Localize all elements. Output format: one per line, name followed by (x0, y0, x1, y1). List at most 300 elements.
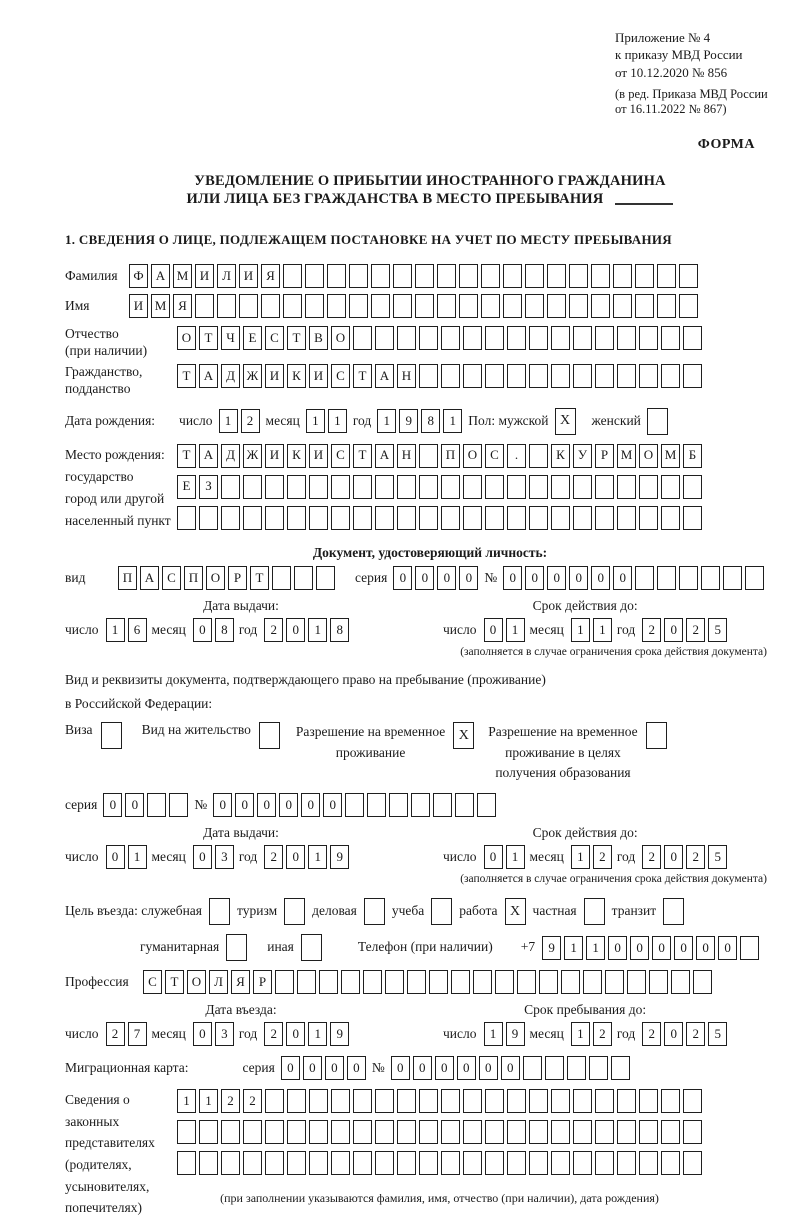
char-cell[interactable] (331, 1089, 350, 1113)
char-cell[interactable]: 1 (306, 409, 325, 433)
char-cell[interactable] (649, 970, 668, 994)
char-cell[interactable] (441, 364, 460, 388)
char-cell[interactable]: 5 (708, 845, 727, 869)
char-cell[interactable]: 2 (593, 1022, 612, 1046)
char-cell[interactable] (239, 294, 258, 318)
char-cell[interactable] (523, 1056, 542, 1080)
char-cell[interactable]: С (143, 970, 162, 994)
sex-female-checkbox[interactable] (647, 408, 668, 435)
char-cell[interactable] (617, 1151, 636, 1175)
char-cell[interactable] (595, 1151, 614, 1175)
char-cell[interactable]: Т (177, 364, 196, 388)
char-cell[interactable] (429, 970, 448, 994)
char-cell[interactable] (507, 506, 526, 530)
char-cell[interactable] (353, 1089, 372, 1113)
char-cell[interactable]: П (441, 444, 460, 468)
char-cell[interactable]: 0 (325, 1056, 344, 1080)
char-cell[interactable] (441, 1151, 460, 1175)
char-cell[interactable] (635, 294, 654, 318)
char-cell[interactable] (415, 294, 434, 318)
char-cell[interactable]: Ж (243, 444, 262, 468)
char-cell[interactable]: 2 (264, 618, 283, 642)
char-cell[interactable]: 1 (586, 936, 605, 960)
char-cell[interactable] (529, 444, 548, 468)
char-cell[interactable]: Т (353, 364, 372, 388)
char-cell[interactable]: 0 (664, 845, 683, 869)
char-cell[interactable]: 2 (686, 845, 705, 869)
char-cell[interactable] (639, 506, 658, 530)
char-cell[interactable] (569, 294, 588, 318)
char-cell[interactable]: М (617, 444, 636, 468)
char-cell[interactable]: 0 (479, 1056, 498, 1080)
char-cell[interactable]: 1 (571, 845, 590, 869)
char-cell[interactable] (481, 264, 500, 288)
char-cell[interactable] (517, 970, 536, 994)
char-cell[interactable]: А (375, 444, 394, 468)
char-cell[interactable] (221, 1151, 240, 1175)
char-cell[interactable] (723, 566, 742, 590)
char-cell[interactable] (305, 264, 324, 288)
char-cell[interactable]: 2 (593, 845, 612, 869)
char-cell[interactable] (683, 1151, 702, 1175)
char-cell[interactable]: 0 (286, 618, 305, 642)
char-cell[interactable]: 1 (377, 409, 396, 433)
char-cell[interactable] (419, 1151, 438, 1175)
char-cell[interactable]: 0 (696, 936, 715, 960)
char-cell[interactable] (529, 475, 548, 499)
char-cell[interactable] (635, 264, 654, 288)
char-cell[interactable] (451, 970, 470, 994)
char-cell[interactable]: З (199, 475, 218, 499)
char-cell[interactable] (261, 294, 280, 318)
char-cell[interactable] (573, 506, 592, 530)
char-cell[interactable] (243, 506, 262, 530)
char-cell[interactable]: 1 (219, 409, 238, 433)
char-cell[interactable] (671, 970, 690, 994)
char-cell[interactable]: 0 (525, 566, 544, 590)
char-cell[interactable] (507, 364, 526, 388)
char-cell[interactable] (481, 294, 500, 318)
char-cell[interactable] (287, 1151, 306, 1175)
char-cell[interactable]: 2 (264, 1022, 283, 1046)
char-cell[interactable] (551, 364, 570, 388)
char-cell[interactable]: Я (261, 264, 280, 288)
char-cell[interactable] (683, 326, 702, 350)
char-cell[interactable] (463, 1089, 482, 1113)
char-cell[interactable] (683, 506, 702, 530)
char-cell[interactable] (305, 294, 324, 318)
char-cell[interactable]: Ж (243, 364, 262, 388)
char-cell[interactable] (353, 475, 372, 499)
char-cell[interactable]: Е (243, 326, 262, 350)
char-cell[interactable]: И (195, 264, 214, 288)
char-cell[interactable] (595, 475, 614, 499)
char-cell[interactable]: 1 (308, 618, 327, 642)
char-cell[interactable] (353, 326, 372, 350)
char-cell[interactable]: 0 (103, 793, 122, 817)
char-cell[interactable] (349, 294, 368, 318)
char-cell[interactable]: 2 (221, 1089, 240, 1113)
char-cell[interactable] (407, 970, 426, 994)
char-cell[interactable] (745, 566, 764, 590)
char-cell[interactable]: Т (199, 326, 218, 350)
char-cell[interactable] (419, 364, 438, 388)
char-cell[interactable]: 0 (347, 1056, 366, 1080)
char-cell[interactable]: 0 (613, 566, 632, 590)
char-cell[interactable]: 2 (642, 618, 661, 642)
char-cell[interactable] (683, 1120, 702, 1144)
char-cell[interactable]: 0 (569, 566, 588, 590)
char-cell[interactable] (573, 326, 592, 350)
char-cell[interactable]: 1 (571, 618, 590, 642)
char-cell[interactable] (683, 475, 702, 499)
char-cell[interactable]: 0 (630, 936, 649, 960)
char-cell[interactable] (455, 793, 474, 817)
char-cell[interactable] (415, 264, 434, 288)
char-cell[interactable] (525, 294, 544, 318)
char-cell[interactable] (169, 793, 188, 817)
char-cell[interactable]: О (177, 326, 196, 350)
purpose-study-checkbox[interactable] (431, 898, 452, 925)
char-cell[interactable]: 0 (286, 1022, 305, 1046)
char-cell[interactable]: 0 (391, 1056, 410, 1080)
char-cell[interactable] (463, 326, 482, 350)
char-cell[interactable] (411, 793, 430, 817)
char-cell[interactable]: И (309, 364, 328, 388)
char-cell[interactable] (573, 1120, 592, 1144)
char-cell[interactable]: 0 (415, 566, 434, 590)
char-cell[interactable]: 8 (215, 618, 234, 642)
char-cell[interactable]: 2 (642, 1022, 661, 1046)
char-cell[interactable]: А (199, 364, 218, 388)
char-cell[interactable] (679, 566, 698, 590)
char-cell[interactable]: 1 (593, 618, 612, 642)
char-cell[interactable]: 0 (393, 566, 412, 590)
char-cell[interactable] (551, 1120, 570, 1144)
char-cell[interactable] (657, 294, 676, 318)
char-cell[interactable] (529, 506, 548, 530)
char-cell[interactable] (419, 326, 438, 350)
purpose-private-checkbox[interactable] (584, 898, 605, 925)
char-cell[interactable] (389, 793, 408, 817)
char-cell[interactable] (591, 294, 610, 318)
char-cell[interactable] (547, 264, 566, 288)
char-cell[interactable] (595, 364, 614, 388)
char-cell[interactable] (294, 566, 313, 590)
char-cell[interactable] (529, 1120, 548, 1144)
char-cell[interactable] (221, 475, 240, 499)
char-cell[interactable] (661, 1151, 680, 1175)
char-cell[interactable] (177, 1151, 196, 1175)
char-cell[interactable] (485, 1089, 504, 1113)
char-cell[interactable] (503, 264, 522, 288)
char-cell[interactable] (551, 1151, 570, 1175)
char-cell[interactable]: У (573, 444, 592, 468)
char-cell[interactable]: 6 (128, 618, 147, 642)
char-cell[interactable] (371, 294, 390, 318)
char-cell[interactable]: М (661, 444, 680, 468)
char-cell[interactable]: Т (287, 326, 306, 350)
char-cell[interactable] (589, 1056, 608, 1080)
char-cell[interactable] (529, 1089, 548, 1113)
char-cell[interactable]: . (507, 444, 526, 468)
char-cell[interactable] (353, 1151, 372, 1175)
char-cell[interactable] (639, 1120, 658, 1144)
char-cell[interactable] (561, 970, 580, 994)
char-cell[interactable]: Т (165, 970, 184, 994)
char-cell[interactable] (327, 264, 346, 288)
char-cell[interactable] (265, 506, 284, 530)
char-cell[interactable] (591, 264, 610, 288)
char-cell[interactable] (529, 326, 548, 350)
char-cell[interactable]: 1 (564, 936, 583, 960)
char-cell[interactable] (397, 326, 416, 350)
char-cell[interactable]: 2 (642, 845, 661, 869)
char-cell[interactable] (495, 970, 514, 994)
char-cell[interactable]: И (239, 264, 258, 288)
char-cell[interactable] (265, 1120, 284, 1144)
char-cell[interactable] (551, 1089, 570, 1113)
char-cell[interactable] (177, 1120, 196, 1144)
char-cell[interactable] (573, 1089, 592, 1113)
char-cell[interactable]: С (485, 444, 504, 468)
char-cell[interactable] (397, 1151, 416, 1175)
char-cell[interactable]: 0 (213, 793, 232, 817)
char-cell[interactable] (419, 444, 438, 468)
char-cell[interactable]: 9 (506, 1022, 525, 1046)
char-cell[interactable]: 0 (484, 618, 503, 642)
char-cell[interactable] (375, 506, 394, 530)
char-cell[interactable]: И (309, 444, 328, 468)
char-cell[interactable] (485, 1151, 504, 1175)
char-cell[interactable] (657, 566, 676, 590)
char-cell[interactable] (433, 793, 452, 817)
char-cell[interactable] (309, 1089, 328, 1113)
char-cell[interactable] (419, 506, 438, 530)
char-cell[interactable] (627, 970, 646, 994)
char-cell[interactable]: 5 (708, 618, 727, 642)
char-cell[interactable] (316, 566, 335, 590)
char-cell[interactable]: В (309, 326, 328, 350)
char-cell[interactable] (639, 326, 658, 350)
char-cell[interactable]: 0 (503, 566, 522, 590)
char-cell[interactable] (639, 1151, 658, 1175)
char-cell[interactable] (367, 793, 386, 817)
char-cell[interactable] (617, 364, 636, 388)
char-cell[interactable]: К (551, 444, 570, 468)
char-cell[interactable]: 9 (399, 409, 418, 433)
char-cell[interactable]: Т (250, 566, 269, 590)
char-cell[interactable] (595, 506, 614, 530)
char-cell[interactable] (199, 1151, 218, 1175)
char-cell[interactable]: 3 (215, 1022, 234, 1046)
char-cell[interactable]: 0 (435, 1056, 454, 1080)
char-cell[interactable]: 8 (421, 409, 440, 433)
char-cell[interactable]: 5 (708, 1022, 727, 1046)
char-cell[interactable] (265, 1151, 284, 1175)
char-cell[interactable] (545, 1056, 564, 1080)
char-cell[interactable] (331, 1151, 350, 1175)
purpose-other-checkbox[interactable] (301, 934, 322, 961)
char-cell[interactable]: 0 (279, 793, 298, 817)
char-cell[interactable]: О (463, 444, 482, 468)
char-cell[interactable] (199, 1120, 218, 1144)
char-cell[interactable]: Р (253, 970, 272, 994)
char-cell[interactable]: Ч (221, 326, 240, 350)
char-cell[interactable]: Л (209, 970, 228, 994)
char-cell[interactable]: 1 (199, 1089, 218, 1113)
char-cell[interactable] (243, 1151, 262, 1175)
char-cell[interactable] (297, 970, 316, 994)
char-cell[interactable] (331, 1120, 350, 1144)
char-cell[interactable]: С (265, 326, 284, 350)
char-cell[interactable] (661, 506, 680, 530)
char-cell[interactable] (397, 475, 416, 499)
char-cell[interactable]: О (639, 444, 658, 468)
char-cell[interactable] (419, 1120, 438, 1144)
char-cell[interactable] (459, 294, 478, 318)
char-cell[interactable]: Я (173, 294, 192, 318)
purpose-humanitarian-checkbox[interactable] (226, 934, 247, 961)
char-cell[interactable]: 0 (718, 936, 737, 960)
char-cell[interactable] (529, 1151, 548, 1175)
char-cell[interactable] (243, 475, 262, 499)
char-cell[interactable] (397, 1089, 416, 1113)
char-cell[interactable] (199, 506, 218, 530)
char-cell[interactable] (309, 1120, 328, 1144)
char-cell[interactable]: 0 (257, 793, 276, 817)
char-cell[interactable] (661, 364, 680, 388)
char-cell[interactable]: Ф (129, 264, 148, 288)
char-cell[interactable] (441, 506, 460, 530)
char-cell[interactable] (613, 294, 632, 318)
char-cell[interactable] (177, 506, 196, 530)
char-cell[interactable]: Т (177, 444, 196, 468)
char-cell[interactable] (573, 475, 592, 499)
char-cell[interactable]: 8 (330, 618, 349, 642)
char-cell[interactable]: Н (397, 444, 416, 468)
char-cell[interactable]: 0 (235, 793, 254, 817)
visa-checkbox[interactable] (101, 722, 122, 749)
char-cell[interactable]: 1 (177, 1089, 196, 1113)
char-cell[interactable]: 1 (443, 409, 462, 433)
char-cell[interactable] (693, 970, 712, 994)
char-cell[interactable] (595, 326, 614, 350)
char-cell[interactable] (567, 1056, 586, 1080)
char-cell[interactable] (463, 1151, 482, 1175)
char-cell[interactable] (221, 506, 240, 530)
char-cell[interactable]: 0 (608, 936, 627, 960)
char-cell[interactable]: Е (177, 475, 196, 499)
char-cell[interactable] (275, 970, 294, 994)
char-cell[interactable] (507, 1089, 526, 1113)
char-cell[interactable] (319, 970, 338, 994)
char-cell[interactable] (393, 294, 412, 318)
char-cell[interactable] (661, 1089, 680, 1113)
char-cell[interactable] (740, 936, 759, 960)
char-cell[interactable]: 0 (413, 1056, 432, 1080)
char-cell[interactable] (463, 475, 482, 499)
temp-residence-checkbox[interactable]: X (453, 722, 474, 749)
char-cell[interactable]: 1 (106, 618, 125, 642)
char-cell[interactable] (375, 475, 394, 499)
char-cell[interactable] (551, 326, 570, 350)
char-cell[interactable] (473, 970, 492, 994)
purpose-transit-checkbox[interactable] (663, 898, 684, 925)
char-cell[interactable] (539, 970, 558, 994)
char-cell[interactable]: 1 (128, 845, 147, 869)
char-cell[interactable] (283, 294, 302, 318)
char-cell[interactable]: 1 (506, 618, 525, 642)
char-cell[interactable] (595, 1120, 614, 1144)
char-cell[interactable] (617, 1089, 636, 1113)
char-cell[interactable]: 0 (547, 566, 566, 590)
sex-male-checkbox[interactable]: X (555, 408, 576, 435)
char-cell[interactable]: 1 (308, 1022, 327, 1046)
char-cell[interactable]: 0 (106, 845, 125, 869)
char-cell[interactable] (569, 264, 588, 288)
char-cell[interactable]: 3 (215, 845, 234, 869)
char-cell[interactable] (525, 264, 544, 288)
char-cell[interactable]: 0 (193, 618, 212, 642)
char-cell[interactable]: 9 (330, 1022, 349, 1046)
char-cell[interactable]: 0 (501, 1056, 520, 1080)
char-cell[interactable] (547, 294, 566, 318)
char-cell[interactable]: 2 (106, 1022, 125, 1046)
char-cell[interactable]: С (331, 364, 350, 388)
char-cell[interactable]: 1 (328, 409, 347, 433)
char-cell[interactable]: О (331, 326, 350, 350)
char-cell[interactable] (265, 475, 284, 499)
char-cell[interactable]: 0 (193, 845, 212, 869)
char-cell[interactable] (441, 475, 460, 499)
char-cell[interactable]: 0 (674, 936, 693, 960)
char-cell[interactable]: 0 (457, 1056, 476, 1080)
char-cell[interactable] (243, 1120, 262, 1144)
char-cell[interactable]: Б (683, 444, 702, 468)
char-cell[interactable] (507, 1120, 526, 1144)
char-cell[interactable] (283, 264, 302, 288)
char-cell[interactable]: 9 (330, 845, 349, 869)
char-cell[interactable] (341, 970, 360, 994)
char-cell[interactable]: П (118, 566, 137, 590)
char-cell[interactable]: А (375, 364, 394, 388)
residence-permit-checkbox[interactable] (259, 722, 280, 749)
char-cell[interactable] (617, 1120, 636, 1144)
char-cell[interactable]: 9 (542, 936, 561, 960)
char-cell[interactable] (611, 1056, 630, 1080)
char-cell[interactable] (551, 475, 570, 499)
char-cell[interactable] (463, 1120, 482, 1144)
char-cell[interactable]: М (173, 264, 192, 288)
char-cell[interactable]: О (206, 566, 225, 590)
char-cell[interactable] (617, 326, 636, 350)
char-cell[interactable] (639, 475, 658, 499)
char-cell[interactable] (595, 1089, 614, 1113)
char-cell[interactable] (701, 566, 720, 590)
char-cell[interactable] (217, 294, 236, 318)
char-cell[interactable]: 1 (571, 1022, 590, 1046)
char-cell[interactable]: 2 (241, 409, 260, 433)
char-cell[interactable]: С (162, 566, 181, 590)
char-cell[interactable]: 0 (303, 1056, 322, 1080)
char-cell[interactable] (441, 326, 460, 350)
char-cell[interactable]: 0 (591, 566, 610, 590)
char-cell[interactable]: Л (217, 264, 236, 288)
char-cell[interactable] (639, 364, 658, 388)
purpose-official-checkbox[interactable] (209, 898, 230, 925)
char-cell[interactable]: 0 (652, 936, 671, 960)
